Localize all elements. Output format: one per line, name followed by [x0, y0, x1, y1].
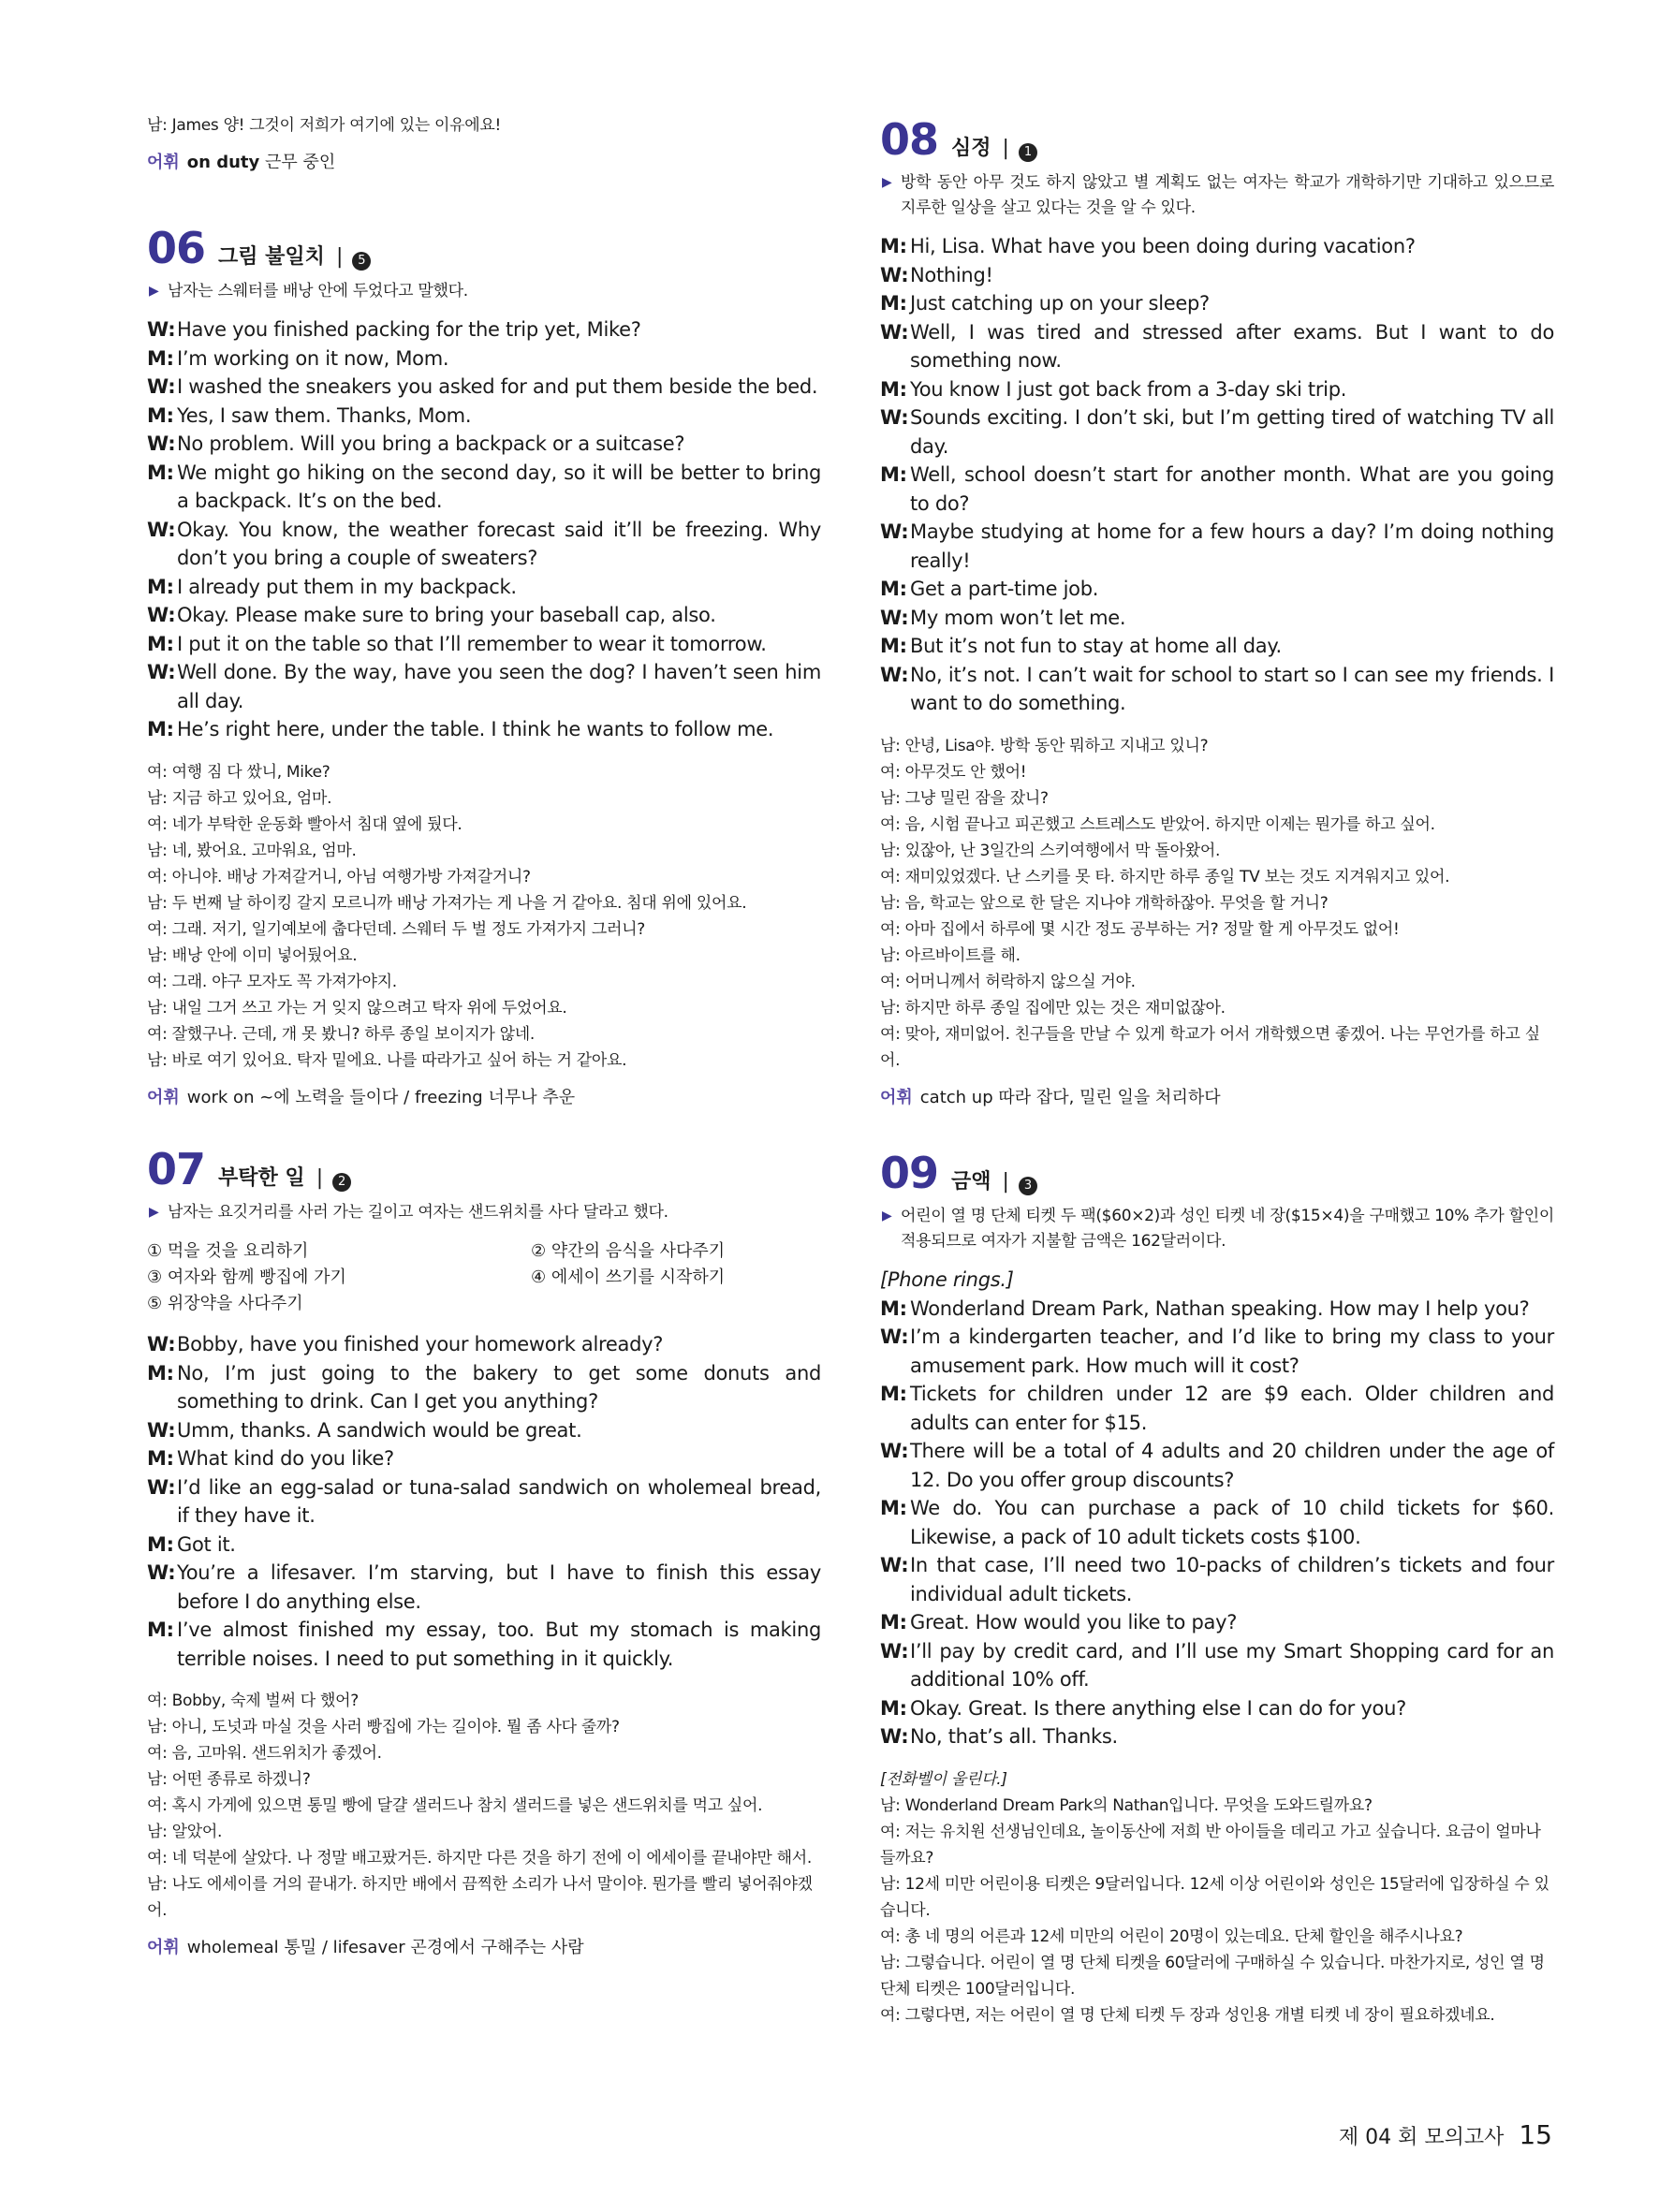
dialogue-line: W: No, it’s not. I can’t wait for school to start so I can see my friends. I want to do something.	[880, 663, 1554, 714]
translation-line: 남: 음, 학교는 앞으로 한 달은 지나야 개학하잖아. 무엇을 할 거니?	[880, 893, 1329, 913]
dialogue-line: M: Hi, Lisa. What have you been doing during vacation?	[880, 235, 1416, 257]
vocab-term: on duty	[186, 153, 260, 172]
answer-mark: 1	[1019, 143, 1037, 162]
dialogue-line: M: What kind do you like?	[147, 1447, 394, 1470]
translation-line: 여: 혹시 가게에 있으면 통밀 빵에 달걀 샐러드나 참치 샐러드를 넣은 샌드위치를 먹고 싶어.	[147, 1796, 763, 1815]
translation-line: 남: 그냥 밀린 잠을 잤니?	[880, 788, 1049, 808]
dialogue-line: W: No problem. Will you bring a backpack or a suitcase?	[147, 432, 685, 455]
dialogue-line: W: Well done. By the way, have you seen the dog? I haven’t seen him all day.	[147, 661, 821, 712]
dialogue-line: W: I washed the sneakers you asked for and put them beside the bed.	[147, 375, 818, 398]
translation-line: 여: 어머니께서 허락하지 않으실 거야.	[880, 972, 1136, 991]
stage-direction: [Phone rings.]	[880, 1268, 1014, 1291]
separator: |	[316, 1166, 324, 1190]
top-block	[147, 112, 821, 176]
vocab-line: 어휘 wholemeal 통밀 / lifesaver 곤경에서 구해주는 사람	[147, 1938, 584, 1957]
question-number: 07	[147, 1144, 206, 1194]
dialogue-line: M: Well, school doesn’t start for another month. What are you going to do?	[880, 463, 1554, 515]
option: ⑤ 위장약을 사다주기	[147, 1294, 303, 1313]
dialogue-line: M: You know I just got back from a 3-day ski trip.	[880, 377, 1347, 401]
explanation: ▶ 남자는 요깃거리를 사러 가는 길이고 여자는 샌드위치를 사다 달라고 했다.	[147, 1200, 821, 1225]
translation-line: 남: 나도 에세이를 거의 끝내가. 하지만 배에서 끔찍한 소리가 나서 말이야. 뭔가를 빨리 넣어줘야겠어.	[147, 1875, 813, 1920]
question-type: 부탁한 일	[218, 1166, 305, 1190]
translation-line: 남: 바로 여기 있어요. 탁자 밑에요. 나를 따라가고 싶어 하는 거 같아요.	[147, 1050, 627, 1070]
exam-label: 제 04 회 모의고사	[1338, 2126, 1505, 2149]
translation-line: 남: 12세 미만 어린이용 티켓은 9달러입니다. 12세 이상 어린이와 성인은 15달러에 입장하실 수 있습니다.	[880, 1874, 1549, 1920]
question-header	[147, 1144, 821, 1200]
dialogue-line: M: But it’s not fun to stay at home all day.	[880, 635, 1282, 657]
question-type: 심정	[951, 137, 991, 160]
translation-line: 여: 저는 유치원 선생님인데요, 놀이동산에 저희 반 아이들을 데리고 가고 싶습니다. 요금이 얼마나 들까요?	[880, 1822, 1541, 1868]
option: ② 약간의 음식을 사다주기	[531, 1241, 726, 1261]
dialogue-line: M: Okay. Great. Is there anything else I can do for you?	[880, 1696, 1406, 1720]
triangle-bullet-icon: ▶	[882, 175, 892, 190]
page-footer	[1339, 2119, 1552, 2150]
translation-line: 여: 맞아, 재미없어. 친구들을 만날 수 있게 학교가 어서 개학했으면 좋겠어. 나는 무언가를 하고 싶어.	[880, 1024, 1540, 1070]
dialogue-line: W: Umm, thanks. A sandwich would be great.	[147, 1418, 582, 1442]
question-07	[147, 1144, 821, 1961]
option: ④ 에세이 쓰기를 시작하기	[531, 1267, 726, 1287]
translation-line: 여: 음, 시험 끝나고 피곤했고 스트레스도 받았어. 하지만 이제는 뭔가를 하고 싶어.	[880, 814, 1435, 834]
dialogue-end-line: 남: James 양! 그것이 저희가 여기에 있는 이유에요!	[147, 116, 502, 135]
question-number: 06	[147, 223, 206, 273]
translation-line: 남: 두 번째 날 하이킹 갈지 모르니까 배낭 가져가는 게 나을 거 같아요. 침대 위에 있어요.	[147, 893, 747, 913]
translation-line: 여: 아니야. 배낭 가져갈거니, 아님 여행가방 가져갈거니?	[147, 867, 531, 886]
dialogue-line: W: Okay. You know, the weather forecast said it’ll be freezing. Why don’t you bring a couple of sweaters?	[147, 518, 821, 569]
option: ③ 여자와 함께 빵집에 가기	[147, 1267, 346, 1287]
dialogue-line: M: No, I’m just going to the bakery to get some donuts and something to drink. Can I get you anything?	[147, 1361, 821, 1413]
dialogue-line: W: Okay. Please make sure to bring your baseball cap, also.	[147, 604, 716, 626]
vocab-line: 어휘 work on ~에 노력을 들이다 / freezing 너무나 추운	[147, 1087, 576, 1107]
translation-line: 여: 재미있었겠다. 난 스키를 못 타. 하지만 하루 종일 TV 보는 것도 지겨워지고 있어.	[880, 867, 1450, 886]
dialogue-line: M: I already put them in my backpack.	[147, 575, 517, 598]
dialogue-line: W: Bobby, have you finished your homework already?	[147, 1333, 664, 1355]
dialogue-line: W: You’re a lifesaver. I’m starving, but I have to finish this essay before I do anything else.	[147, 1561, 821, 1613]
answer-mark: 2	[332, 1173, 351, 1192]
dialogue	[880, 1266, 1554, 1751]
translation-line: 여: 그래. 저기, 일기예보에 춥다던데. 스웨터 두 벌 정도 가져가지 그러니?	[147, 919, 645, 939]
dialogue-line: M: We do. You can purchase a pack of 10 child tickets for $60. Likewise, a pack of 10 adult tickets costs $100.	[880, 1497, 1554, 1548]
translation-line: 여: 아무것도 안 했어!	[880, 762, 1027, 782]
question-06	[147, 223, 821, 1111]
translation	[147, 1688, 821, 1924]
translation-line: 남: Wonderland Dream Park의 Nathan입니다. 무엇을 도와드릴까요?	[880, 1795, 1373, 1815]
translation-line: 남: 배낭 안에 이미 넣어뒀어요.	[147, 945, 358, 965]
question-09	[880, 1148, 1554, 2029]
translation-line: 여: 총 네 명의 어른과 12세 미만의 어린이 20명이 있는데요. 단체 할인을 해주시나요?	[880, 1926, 1463, 1946]
dialogue-line: M: Wonderland Dream Park, Nathan speaking. How may I help you?	[880, 1296, 1530, 1320]
dialogue-line: M: Just catching up on your sleep?	[880, 292, 1210, 315]
dialogue-line: M: I put it on the table so that I’ll remember to wear it tomorrow.	[147, 632, 767, 655]
dialogue-line: W: Well, I was tired and stressed after exams. But I want to do something now.	[880, 320, 1554, 372]
question-type: 그림 불일치	[218, 245, 325, 269]
dialogue-line: W: In that case, I’ll need two 10-packs of children’s tickets and four individual adult tickets.	[880, 1554, 1554, 1605]
question-header	[880, 114, 1554, 170]
dialogue-line: W: I’ll pay by credit card, and I’ll use my Smart Shopping card for an additional 10% off.	[880, 1639, 1554, 1691]
vocab-meaning: 근무 중인	[259, 153, 336, 172]
separator: |	[335, 245, 344, 269]
translation	[880, 1766, 1554, 2029]
question-type: 금액	[951, 1170, 991, 1194]
translation-line: 여: 네가 부탁한 운동화 빨아서 침대 옆에 뒀다.	[147, 814, 463, 834]
translation-line: 여: 잘했구나. 근데, 개 못 봤니? 하루 종일 보이지가 않네.	[147, 1024, 535, 1044]
triangle-bullet-icon: ▶	[149, 1205, 159, 1220]
translation-line: 남: 어떤 종류로 하겠니?	[147, 1770, 311, 1789]
dialogue-line: M: He’s right here, under the table. I think he wants to follow me.	[147, 718, 774, 740]
dialogue-line: W: I’d like an egg-salad or tuna-salad sandwich on wholemeal bread, if they have it.	[147, 1475, 821, 1527]
translation	[147, 759, 821, 1074]
translation-line: 여: 네 덕분에 살았다. 나 정말 배고팠거든. 하지만 다른 것을 하기 전에 이 에세이를 끝내야만 해서.	[147, 1849, 812, 1868]
vocab-tag: 어휘	[147, 1938, 180, 1957]
dialogue-line: M: We might go hiking on the second day, so it will be better to bring a backpack. It’s on the bed.	[147, 461, 821, 512]
dialogue	[147, 315, 821, 744]
triangle-bullet-icon: ▶	[149, 284, 159, 299]
dialogue	[880, 232, 1554, 718]
dialogue-line: M: Tickets for children under 12 are $9 each. Older children and adults can enter for $15.	[880, 1383, 1554, 1434]
translation-line: 남: 있잖아, 난 3일간의 스키여행에서 막 돌아왔어.	[880, 841, 1221, 860]
translation-line: 남: 지금 하고 있어요, 엄마.	[147, 788, 332, 808]
question-header	[880, 1148, 1554, 1204]
dialogue-line: W: Nothing!	[880, 263, 993, 286]
dialogue-line: W: No, that’s all. Thanks.	[880, 1725, 1118, 1748]
translation-line: 여: 음, 고마워. 샌드위치가 좋겠어.	[147, 1744, 382, 1763]
option: ① 먹을 것을 요리하기	[147, 1241, 309, 1261]
dialogue-line: W: Sounds exciting. I don’t ski, but I’m getting tired of watching TV all day.	[880, 406, 1554, 458]
stage-direction-ko: [전화벨이 울린다.]	[880, 1769, 1007, 1789]
answer-options	[147, 1238, 821, 1317]
vocab-line	[147, 150, 821, 176]
dialogue-line: M: Yes, I saw them. Thanks, Mom.	[147, 403, 472, 427]
dialogue-line: M: Get a part-time job.	[880, 578, 1099, 600]
dialogue-line: W: There will be a total of 4 adults and 20 children under the age of 12. Do you offer group discounts?	[880, 1440, 1554, 1491]
dialogue-line: W: Maybe studying at home for a few hours a day? I’m doing nothing really!	[880, 520, 1554, 572]
triangle-bullet-icon: ▶	[882, 1209, 892, 1223]
explanation: ▶ 어린이 열 명 단체 티켓 두 팩($60×2)과 성인 티켓 네 장($15×4)을 구매했고 10% 추가 할인이 적용되므로 여자가 지불할 금액은 162달러이다.	[880, 1204, 1554, 1254]
question-number: 09	[880, 1148, 939, 1198]
translation-line: 남: 안녕, Lisa야. 방학 동안 뭐하고 지내고 있니?	[880, 736, 1209, 755]
translation-line: 남: 아르바이트를 해.	[880, 945, 1021, 965]
question-number: 08	[880, 114, 939, 165]
separator: |	[1002, 1170, 1009, 1194]
translation-line: 남: 아니, 도넛과 마실 것을 사러 빵집에 가는 길이야. 뭘 좀 사다 줄까?	[147, 1718, 620, 1736]
dialogue-line: M: I’m working on it now, Mom.	[147, 346, 449, 370]
dialogue-line: W: I’m a kindergarten teacher, and I’d like to bring my class to your amusement park. How much will it cost?	[880, 1326, 1554, 1377]
vocab-tag: 어휘	[880, 1087, 913, 1107]
translation-line: 여: 그렇다면, 저는 어린이 열 명 단체 티켓 두 장과 성인용 개별 티켓 네 장이 필요하겠네요.	[880, 2005, 1495, 2025]
question-header	[147, 223, 821, 279]
translation-line: 여: Bobby, 숙제 벌써 다 했어?	[147, 1692, 359, 1710]
dialogue-line: M: Great. How would you like to pay?	[880, 1611, 1238, 1633]
page-number: 15	[1519, 2119, 1552, 2150]
translation	[880, 733, 1554, 1074]
translation-line: 여: 아마 집에서 하루에 몇 시간 정도 공부하는 거? 정말 할 게 아무것도 없어!	[880, 919, 1400, 939]
translation-line: 남: 하지만 하루 종일 집에만 있는 것은 재미없잖아.	[880, 998, 1226, 1018]
separator: |	[1002, 137, 1009, 160]
translation-line: 남: 그렇습니다. 어린이 열 명 단체 티켓을 60달러에 구매하실 수 있습니다. 마찬가지로, 성인 열 명 단체 티켓은 100달러입니다.	[880, 1953, 1545, 1999]
question-08	[880, 114, 1554, 1111]
dialogue-line: W: My mom won’t let me.	[880, 606, 1126, 629]
dialogue-line: M: I’ve almost finished my essay, too. But my stomach is making terrible noises. I need to put something in it quickly.	[147, 1619, 821, 1670]
answer-mark: 3	[1019, 1177, 1037, 1195]
translation-line: 남: 알았어.	[147, 1823, 223, 1841]
explanation: ▶ 남자는 스웨터를 배낭 안에 두었다고 말했다.	[147, 279, 821, 304]
dialogue-line: M: Got it.	[147, 1532, 236, 1556]
explanation: ▶ 방학 동안 아무 것도 하지 않았고 별 계획도 없는 여자는 학교가 개학하기만 기대하고 있으므로 지루한 일상을 살고 있다는 것을 알 수 있다.	[880, 170, 1554, 221]
dialogue	[147, 1330, 821, 1673]
translation-line: 여: 여행 짐 다 쌌니, Mike?	[147, 762, 330, 782]
translation-line: 남: 내일 그거 쓰고 가는 거 잊지 않으려고 탁자 위에 두었어요.	[147, 998, 567, 1018]
vocab-line: 어휘 catch up 따라 잡다, 밀린 일을 처리하다	[880, 1087, 1221, 1107]
vocab-tag: 어휘	[147, 1087, 180, 1107]
translation-line: 남: 네, 봤어요. 고마워요, 엄마.	[147, 841, 357, 860]
vocab-tag: 어휘	[147, 153, 180, 172]
translation-line: 여: 그래. 야구 모자도 꼭 가져가야지.	[147, 972, 397, 991]
answer-mark: 5	[352, 252, 371, 271]
dialogue-line: W: Have you finished packing for the trip yet, Mike?	[147, 318, 641, 341]
